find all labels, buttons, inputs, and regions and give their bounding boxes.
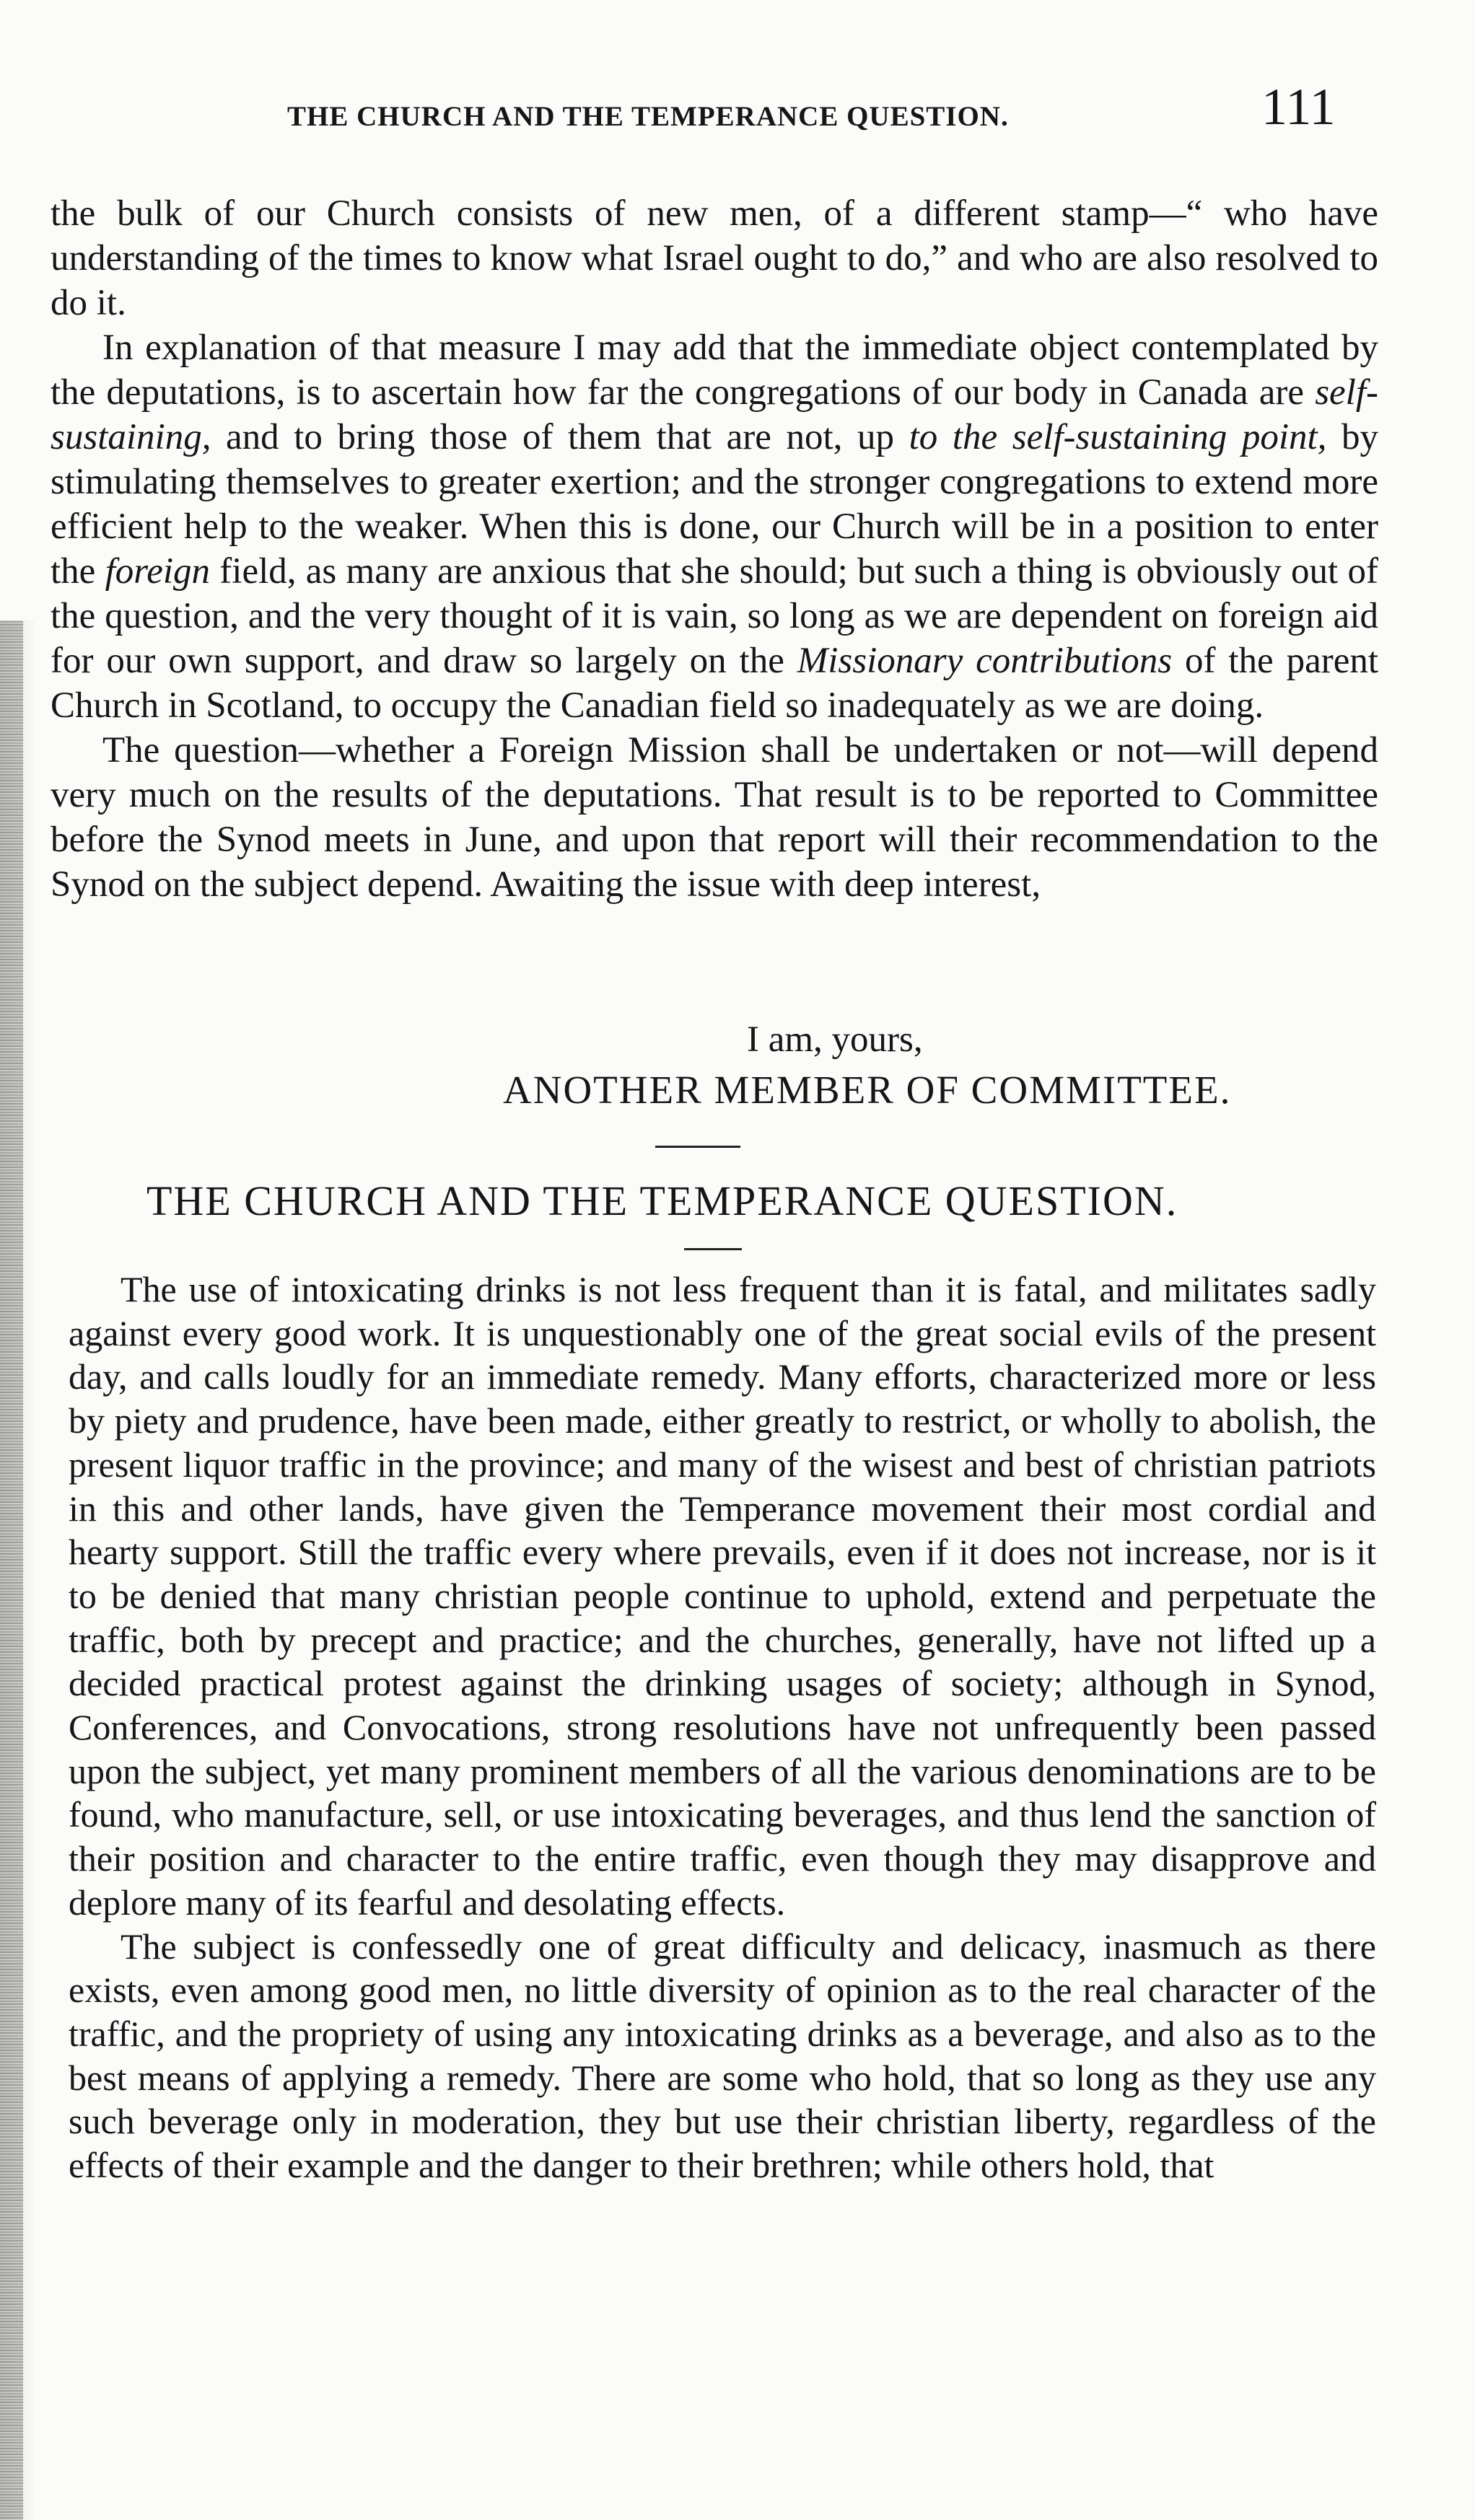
section-divider-bottom xyxy=(684,1248,742,1250)
letter-paragraph-2-italic-1: self-sustaining, xyxy=(51,372,1378,457)
letter-paragraph-2-part-e: of the parent Church in Scotland, to occupy the Canadian field so inadequately as we are doing. xyxy=(51,641,1378,726)
article-paragraph-2: The subject is confessedly one of great difficulty and delicacy, inasmuch as there exists, even among good men, no little diversity of opinion as to the real character of the traffic, and the propriety of using any intoxicating drinks as a beverage, and also as to the best means of applying a remedy. There are some who hold, that so long as they use any such beverage only in moderation, they but use their christian liberty, regardless of the effects of their example and the danger to their brethren; while others hold, that xyxy=(69,1926,1376,2186)
running-head: THE CHURCH AND THE TEMPERANCE QUESTION. xyxy=(287,101,1009,132)
letter-paragraph-2-part-a: In explanation of that measure I may add that the immediate object contemplated by the deputations, is to ascertain how far the congregations of our body in Canada are xyxy=(51,328,1378,413)
letter-paragraph-2-part-d: field, as many are anxious that she should; but such a thing is obviously out of the question, and the very thought of it is vain, so long as we are dependent on foreign aid for our own support, and draw so largely on the xyxy=(51,551,1378,681)
article-title: THE CHURCH AND THE TEMPERANCE QUESTION. xyxy=(146,1177,1178,1224)
article-body xyxy=(69,1268,1376,2187)
letter-signature: ANOTHER MEMBER OF COMMITTEE. xyxy=(503,1068,1232,1112)
letter-paragraph-2-part-b: and to bring those of them that are not, up xyxy=(211,417,909,457)
letter-paragraph-2-italic-3: foreign xyxy=(105,551,211,592)
letter-paragraph-2-italic-2: to the self-sustaining point, xyxy=(909,417,1327,457)
letter-paragraph-2 xyxy=(51,325,1378,728)
letter-continuation xyxy=(51,191,1378,907)
section-divider-top xyxy=(655,1146,740,1148)
letter-paragraph-3: The question—whether a Foreign Mission shall be undertaken or not—will depend very much on the results of the deputations. That result is to be reported to Committee before the Synod meets in June, and upon that report will their recommendation to the Synod on the subject depend. Awaiting the issue with deep interest, xyxy=(51,730,1378,905)
letter-paragraph-1: the bulk of our Church consists of new men, of a different stamp—“ who have understanding of the times to know what Israel ought to do,” and who are also resolved to do it. xyxy=(51,193,1378,323)
letter-closing: I am, yours, xyxy=(747,1019,923,1060)
article-paragraph-1: The use of intoxicating drinks is not less frequent than it is fatal, and militates sadly against every good work. It is unquestionably one of the great social evils of the present day, and calls loudly for an immediate remedy. Many efforts, characterized more or less by piety and prudence, have been made, either greatly to restrict, or wholly to abolish, the present liquor traffic in the province; and many of the wisest and best of christian patriots in this and other lands, have given the Temperance movement their most cordial and hearty support. Still the traffic every where prevails, even if it does not increase, nor is it to be denied that many christian people continue to uphold, extend and perpetuate the traffic, both by precept and practice; and the churches, generally, have not lifted up a decided practical protest against the drinking usages of society; although in Synod, Conferences, and Convocations, strong resolutions have not unfrequently been passed upon the subject, yet many prominent members of all the various denominations are to be found, who manufacture, sell, or use intoxicating beverages, and thus lend the sanction of their position and character to the entire traffic, even though they may disapprove and deplore many of its fearful and desolating effects. xyxy=(69,1269,1376,1923)
binding-edge-texture xyxy=(0,620,23,2520)
page-number: 111 xyxy=(1261,78,1336,136)
letter-paragraph-2-part-c: by stimulating themselves to greater exertion; and the stronger congregations to extend more efficient help to the weaker. When this is done, our Church will be in a position to enter the xyxy=(51,417,1379,592)
letter-paragraph-2-italic-4: Missionary contributions xyxy=(797,641,1173,681)
